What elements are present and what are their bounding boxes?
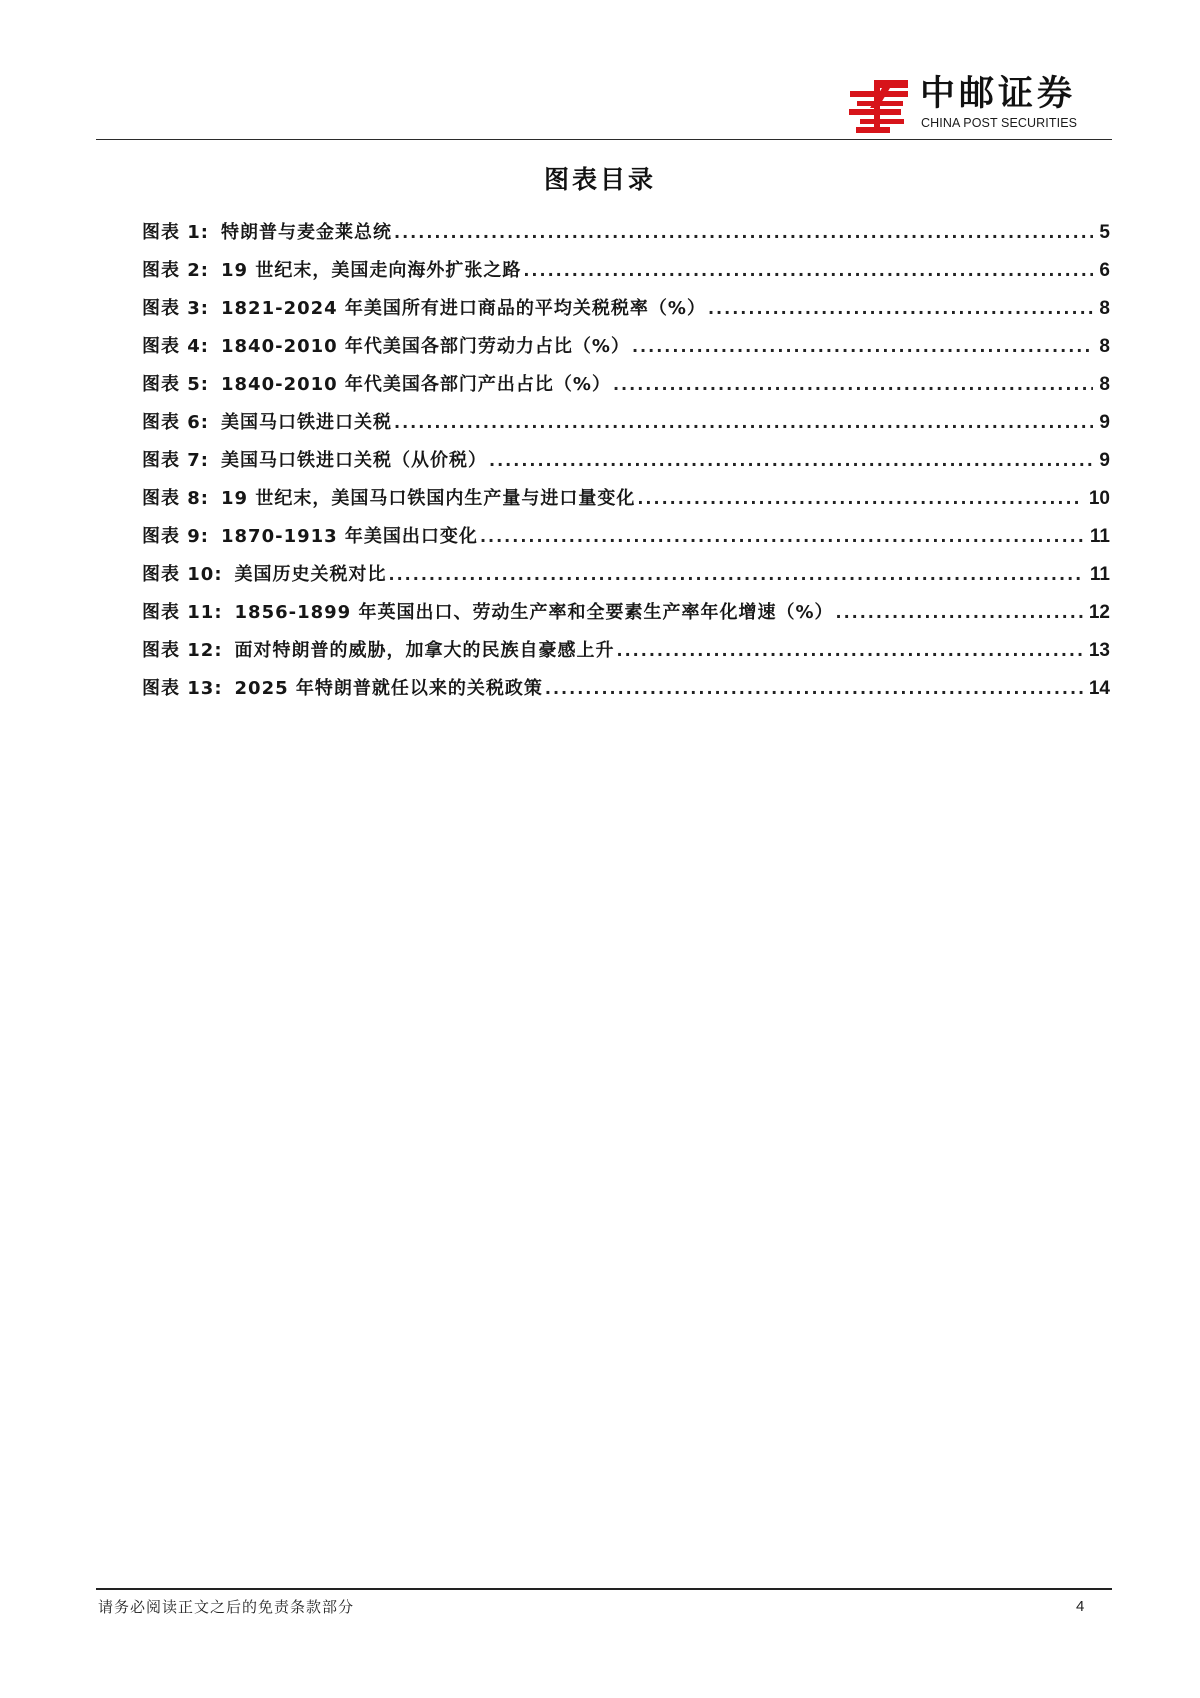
toc-entry-title: 1840-2010 年代美国各部门劳动力占比（%） — [221, 336, 630, 357]
toc-entry-label: 图表 2: — [142, 260, 209, 281]
toc-dot-leader — [637, 489, 1083, 508]
footer-page-number: 4 — [1076, 1598, 1085, 1615]
toc-entry[interactable] — [142, 408, 1110, 446]
toc-entry-page: 9 — [1099, 412, 1110, 433]
toc-title: 图表目录 — [543, 165, 656, 194]
toc-dot-leader — [489, 451, 1093, 470]
toc-entry[interactable] — [142, 256, 1110, 294]
toc-entry-page: 8 — [1099, 298, 1110, 319]
toc-entry-page: 8 — [1099, 336, 1110, 357]
toc-entry[interactable] — [142, 294, 1110, 332]
toc-entry-page: 12 — [1088, 602, 1110, 623]
toc-dot-leader — [389, 565, 1084, 584]
toc-entry-page: 5 — [1099, 222, 1110, 243]
toc-entry-page: 10 — [1088, 488, 1110, 509]
company-logo — [848, 76, 1110, 134]
toc-entry-label: 图表 1: — [142, 222, 209, 243]
page-header — [96, 64, 1112, 140]
toc-entry-page: 11 — [1089, 526, 1110, 547]
toc-entry-title: 美国历史关税对比 — [234, 564, 387, 585]
toc-dot-leader — [632, 337, 1093, 356]
toc-entry-label: 图表 3: — [142, 298, 209, 319]
toc-entry-page: 8 — [1099, 374, 1110, 395]
toc-entry[interactable] — [142, 370, 1110, 408]
toc-entry[interactable] — [142, 522, 1110, 560]
toc-entry-label: 图表 9: — [142, 526, 209, 547]
toc-dot-leader — [523, 261, 1093, 280]
toc-entry-label: 图表 6: — [142, 412, 209, 433]
toc-entry-label: 图表 8: — [142, 488, 209, 509]
toc-entry-title: 美国马口铁进口关税（从价税） — [221, 450, 487, 471]
toc-entry-label: 图表 5: — [142, 374, 209, 395]
toc-list — [142, 218, 1110, 712]
toc-entry-page: 6 — [1099, 260, 1110, 281]
toc-entry-page: 9 — [1099, 450, 1110, 471]
toc-entry[interactable] — [142, 484, 1110, 522]
toc-dot-leader — [394, 413, 1093, 432]
toc-dot-leader — [545, 679, 1083, 698]
logo-chinese-name: 中邮证券 — [920, 74, 1077, 114]
toc-dot-leader — [394, 223, 1093, 242]
toc-entry-label: 图表 10: — [142, 564, 223, 585]
toc-entry[interactable] — [142, 674, 1110, 712]
china-post-logo-icon — [848, 78, 910, 134]
logo-english-name: CHINA POST SECURITIES — [921, 116, 1078, 130]
toc-entry-title: 面对特朗普的威胁，加拿大的民族自豪感上升 — [234, 640, 615, 661]
toc-entry-title: 19 世纪末，美国马口铁国内生产量与进口量变化 — [221, 488, 636, 509]
footer-disclaimer: 请务必阅读正文之后的免责条款部分 — [98, 1598, 355, 1616]
toc-entry[interactable] — [142, 560, 1110, 598]
toc-entry-page: 11 — [1089, 564, 1110, 585]
toc-entry-label: 图表 4: — [142, 336, 209, 357]
toc-entry[interactable] — [142, 636, 1110, 674]
header-divider — [96, 139, 1112, 140]
toc-dot-leader — [835, 603, 1082, 622]
toc-entry-page: 14 — [1088, 678, 1110, 699]
toc-entry-page: 13 — [1088, 640, 1110, 661]
toc-dot-leader — [617, 641, 1083, 660]
toc-entry-title: 1870-1913 年美国出口变化 — [221, 526, 478, 547]
toc-entry[interactable] — [142, 446, 1110, 484]
toc-entry-label: 图表 13: — [142, 678, 223, 699]
toc-entry-title: 美国马口铁进口关税 — [221, 412, 392, 433]
toc-entry[interactable] — [142, 598, 1110, 636]
toc-dot-leader — [613, 375, 1093, 394]
toc-entry[interactable] — [142, 332, 1110, 370]
toc-entry-label: 图表 12: — [142, 640, 223, 661]
toc-entry-title: 1856-1899 年英国出口、劳动生产率和全要素生产率年化增速（%） — [234, 602, 834, 623]
toc-entry-title: 特朗普与麦金莱总统 — [221, 222, 392, 243]
toc-entry-label: 图表 11: — [142, 602, 223, 623]
toc-entry-title: 2025 年特朗普就任以来的关税政策 — [234, 678, 543, 699]
toc-dot-leader — [480, 527, 1084, 546]
toc-entry-title: 1821-2024 年美国所有进口商品的平均关税税率（%） — [221, 298, 706, 319]
toc-entry-title: 19 世纪末，美国走向海外扩张之路 — [221, 260, 522, 281]
footer-divider — [96, 1588, 1112, 1590]
toc-entry-label: 图表 7: — [142, 450, 209, 471]
toc-entry-title: 1840-2010 年代美国各部门产出占比（%） — [221, 374, 611, 395]
toc-dot-leader — [708, 299, 1093, 318]
toc-entry[interactable] — [142, 218, 1110, 256]
